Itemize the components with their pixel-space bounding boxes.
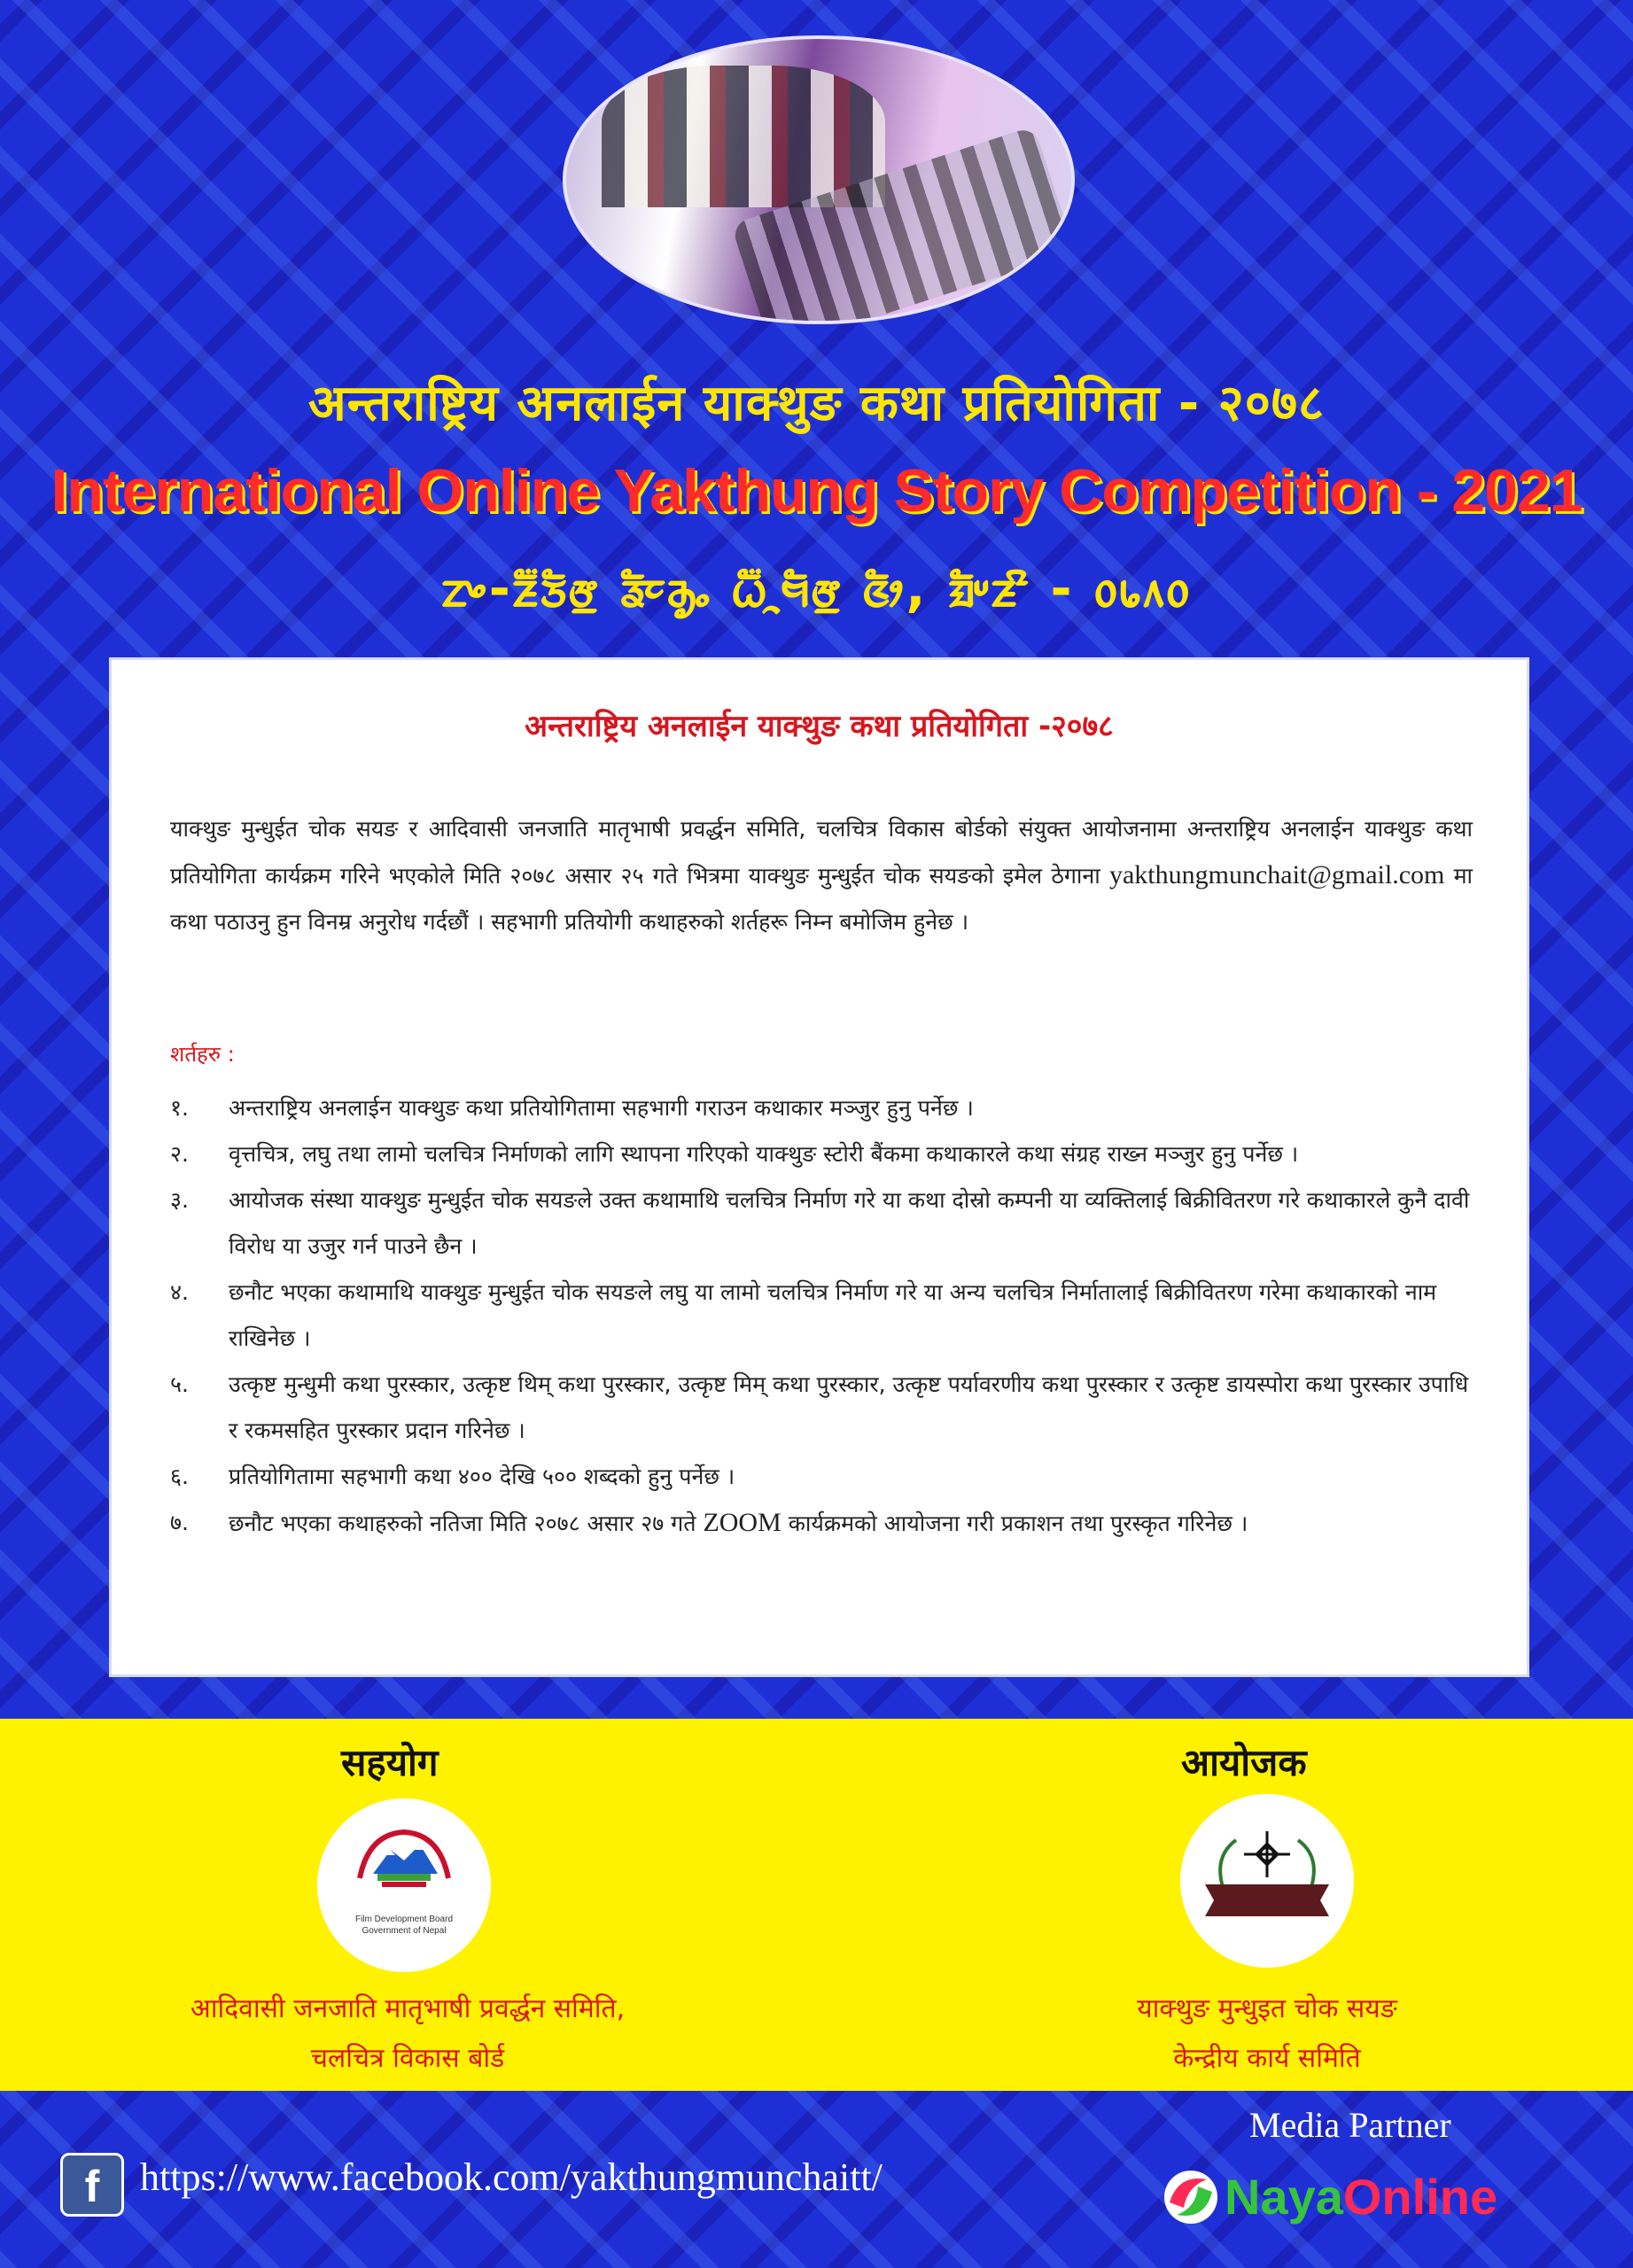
term-item	[170, 1270, 1481, 1362]
term-item	[170, 1500, 1481, 1547]
term-number: ३.	[170, 1187, 189, 1213]
supporter-caption: आदिवासी जनजाति मातृभाषी प्रवर्द्धन समिति, चलचित्र विकास बोर्ड	[190, 1993, 626, 2074]
term-text: छनौट भएका कथामाथि याक्थुङ मुन्धुईत चोक सयङले लघु या लामो चलचित्र निर्माण गरे या अन्य चलचित्र निर्मातालाई बिक्रीवितरण गरेमा कथाकारको नाम राखिनेछ ।	[229, 1279, 1437, 1351]
media-partner-label: Media Partner	[1249, 2105, 1451, 2145]
term-number: ६.	[170, 1464, 189, 1489]
email-address: yakthungmunchait@gmail.com	[1108, 860, 1445, 889]
term-number: २.	[170, 1141, 189, 1167]
facebook-icon[interactable]: f	[60, 2153, 124, 2217]
term-item	[170, 1454, 1481, 1500]
supporter-heading: सहयोग	[341, 1741, 439, 1784]
naya-online-wordmark: NayaOnline	[1225, 2169, 1498, 2225]
term-number: ७.	[170, 1510, 189, 1535]
organizer-emblem-icon	[1196, 1829, 1338, 1927]
terms-list	[170, 1085, 1481, 1547]
term-text: वृत्तचित्र, लघु तथा लामो चलचित्र निर्माणको लागि स्थापना गरिएको याक्थुङ स्टोरी बैंकमा कथाकारले कथा संग्रह राख्न मञ्जुर हुनु पर्नेछ ।	[229, 1141, 1299, 1167]
header-photo	[563, 35, 1075, 324]
card-title: अन्तराष्ट्रिय अनलाईन याक्थुङ कथा प्रतियोगिता -२०७८	[525, 709, 1114, 744]
title-nepali: अन्तराष्ट्रिय अनलाईन याक्थुङ कथा प्रतियोगिता - २०७८	[307, 375, 1326, 432]
zoom-word: ZOOM	[703, 1508, 782, 1537]
term-text: उत्कृष्ट मुन्धुमी कथा पुरस्कार, उत्कृष्ट थिम् कथा पुरस्कार, उत्कृष्ट मिम् कथा पुरस्कार, उत्कृष्ट पर्यावरणीय कथा पुरस्कार र उत्कृष्ट डायस्पोरा कथा पुरस्कार उपाधि र रकमसहित पुरस्कार प्रदान गरिनेछ ।	[229, 1371, 1469, 1443]
organizer-heading: आयोजक	[1181, 1741, 1307, 1784]
term-text: आयोजक संस्था याक्थुङ मुन्धुईत चोक सयङले उक्त कथामाथि चलचित्र निर्माण गरे या कथा दोस्रो कम्पनी या व्यक्तिलाई बिक्रीवितरण गरे कथाकारले कुनै दावी विरोध या उजुर गर्न पाउने छैन ।	[229, 1187, 1470, 1259]
film-board-emblem-icon	[351, 1825, 457, 1896]
term-item	[170, 1362, 1481, 1454]
term-number: ४.	[170, 1279, 189, 1305]
title-limbu: ᤁᤴ-ᤏᤠ᤺ᤍᤠᤅ᤻ ᤕᤠᤰᤌᤢᤱ ᤐᤠ᤺ᤳᤗᤠᤅ᤻ ᤜᤥ, ᤀᤠᤸᤏᤡ - ᥆᥇᥈᥆	[441, 558, 1192, 618]
naya-online-logo-icon	[1161, 2167, 1221, 2227]
terms-heading: शर्तहरु :	[170, 1042, 235, 1067]
notice-card	[112, 660, 1527, 1674]
term-item	[170, 1085, 1481, 1131]
intro-text-end: मा कथा पठाउनु हुन विनम्र अनुरोध गर्दछौं । सहभागी प्रतियोगी कथाहरुको शर्तहरू निम्न बमोजिम हुनेछ ।	[170, 863, 1474, 935]
term-number: ५.	[170, 1371, 189, 1397]
term-text-end: कार्यक्रमको आयोजना गरी प्रकाशन तथा पुरस्कृत गरिनेछ ।	[788, 1511, 1248, 1536]
term-number: १.	[170, 1095, 189, 1121]
facebook-link[interactable]: https://www.facebook.com/yakthungmunchaitt/	[140, 2155, 883, 2199]
naya-online-logo[interactable]	[1161, 2162, 1577, 2233]
film-board-logo	[317, 1798, 491, 1972]
term-text: अन्तराष्ट्रिय अनलाईन याक्थुङ कथा प्रतियोगितामा सहभागी गराउन कथाकार मञ्जुर हुनु पर्नेछ ।	[229, 1095, 974, 1121]
term-text: छनौट भएका कथाहरुको नतिजा मिति २०७८ असार २७ गते	[229, 1511, 696, 1536]
term-text: प्रतियोगितामा सहभागी कथा ४०० देखि ५०० शब्दको हुनु पर्नेछ ।	[229, 1464, 735, 1489]
organizer-caption: याक्थुङ मुन्धुइत चोक सयङ केन्द्रीय कार्य समिति	[1137, 1993, 1397, 2074]
title-english: International Online Yakthung Story Competition - 2021	[51, 457, 1582, 524]
film-board-logo-caption: Film Development Board Government of Nepal	[354, 1915, 454, 1936]
organizer-logo	[1180, 1794, 1354, 1968]
intro-paragraph	[170, 806, 1473, 945]
term-item	[170, 1177, 1481, 1270]
term-item	[170, 1131, 1481, 1177]
people-group-image	[602, 66, 885, 207]
intro-text: याक्थुङ मुन्धुईत चोक सयङ र आदिवासी जनजाति मातृभाषी प्रवर्द्धन समिति, चलचित्र विकास बोर्डको संयुक्त आयोजनामा अन्तराष्ट्रिय अनलाईन याक्थुङ कथा प्रतियोगिता कार्यक्रम गरिने भएकोले मिति २०७८ असार २५ गते भित्रमा याक्थुङ मुन्धुईत चोक सयङको इमेल ठेगाना	[170, 816, 1473, 889]
